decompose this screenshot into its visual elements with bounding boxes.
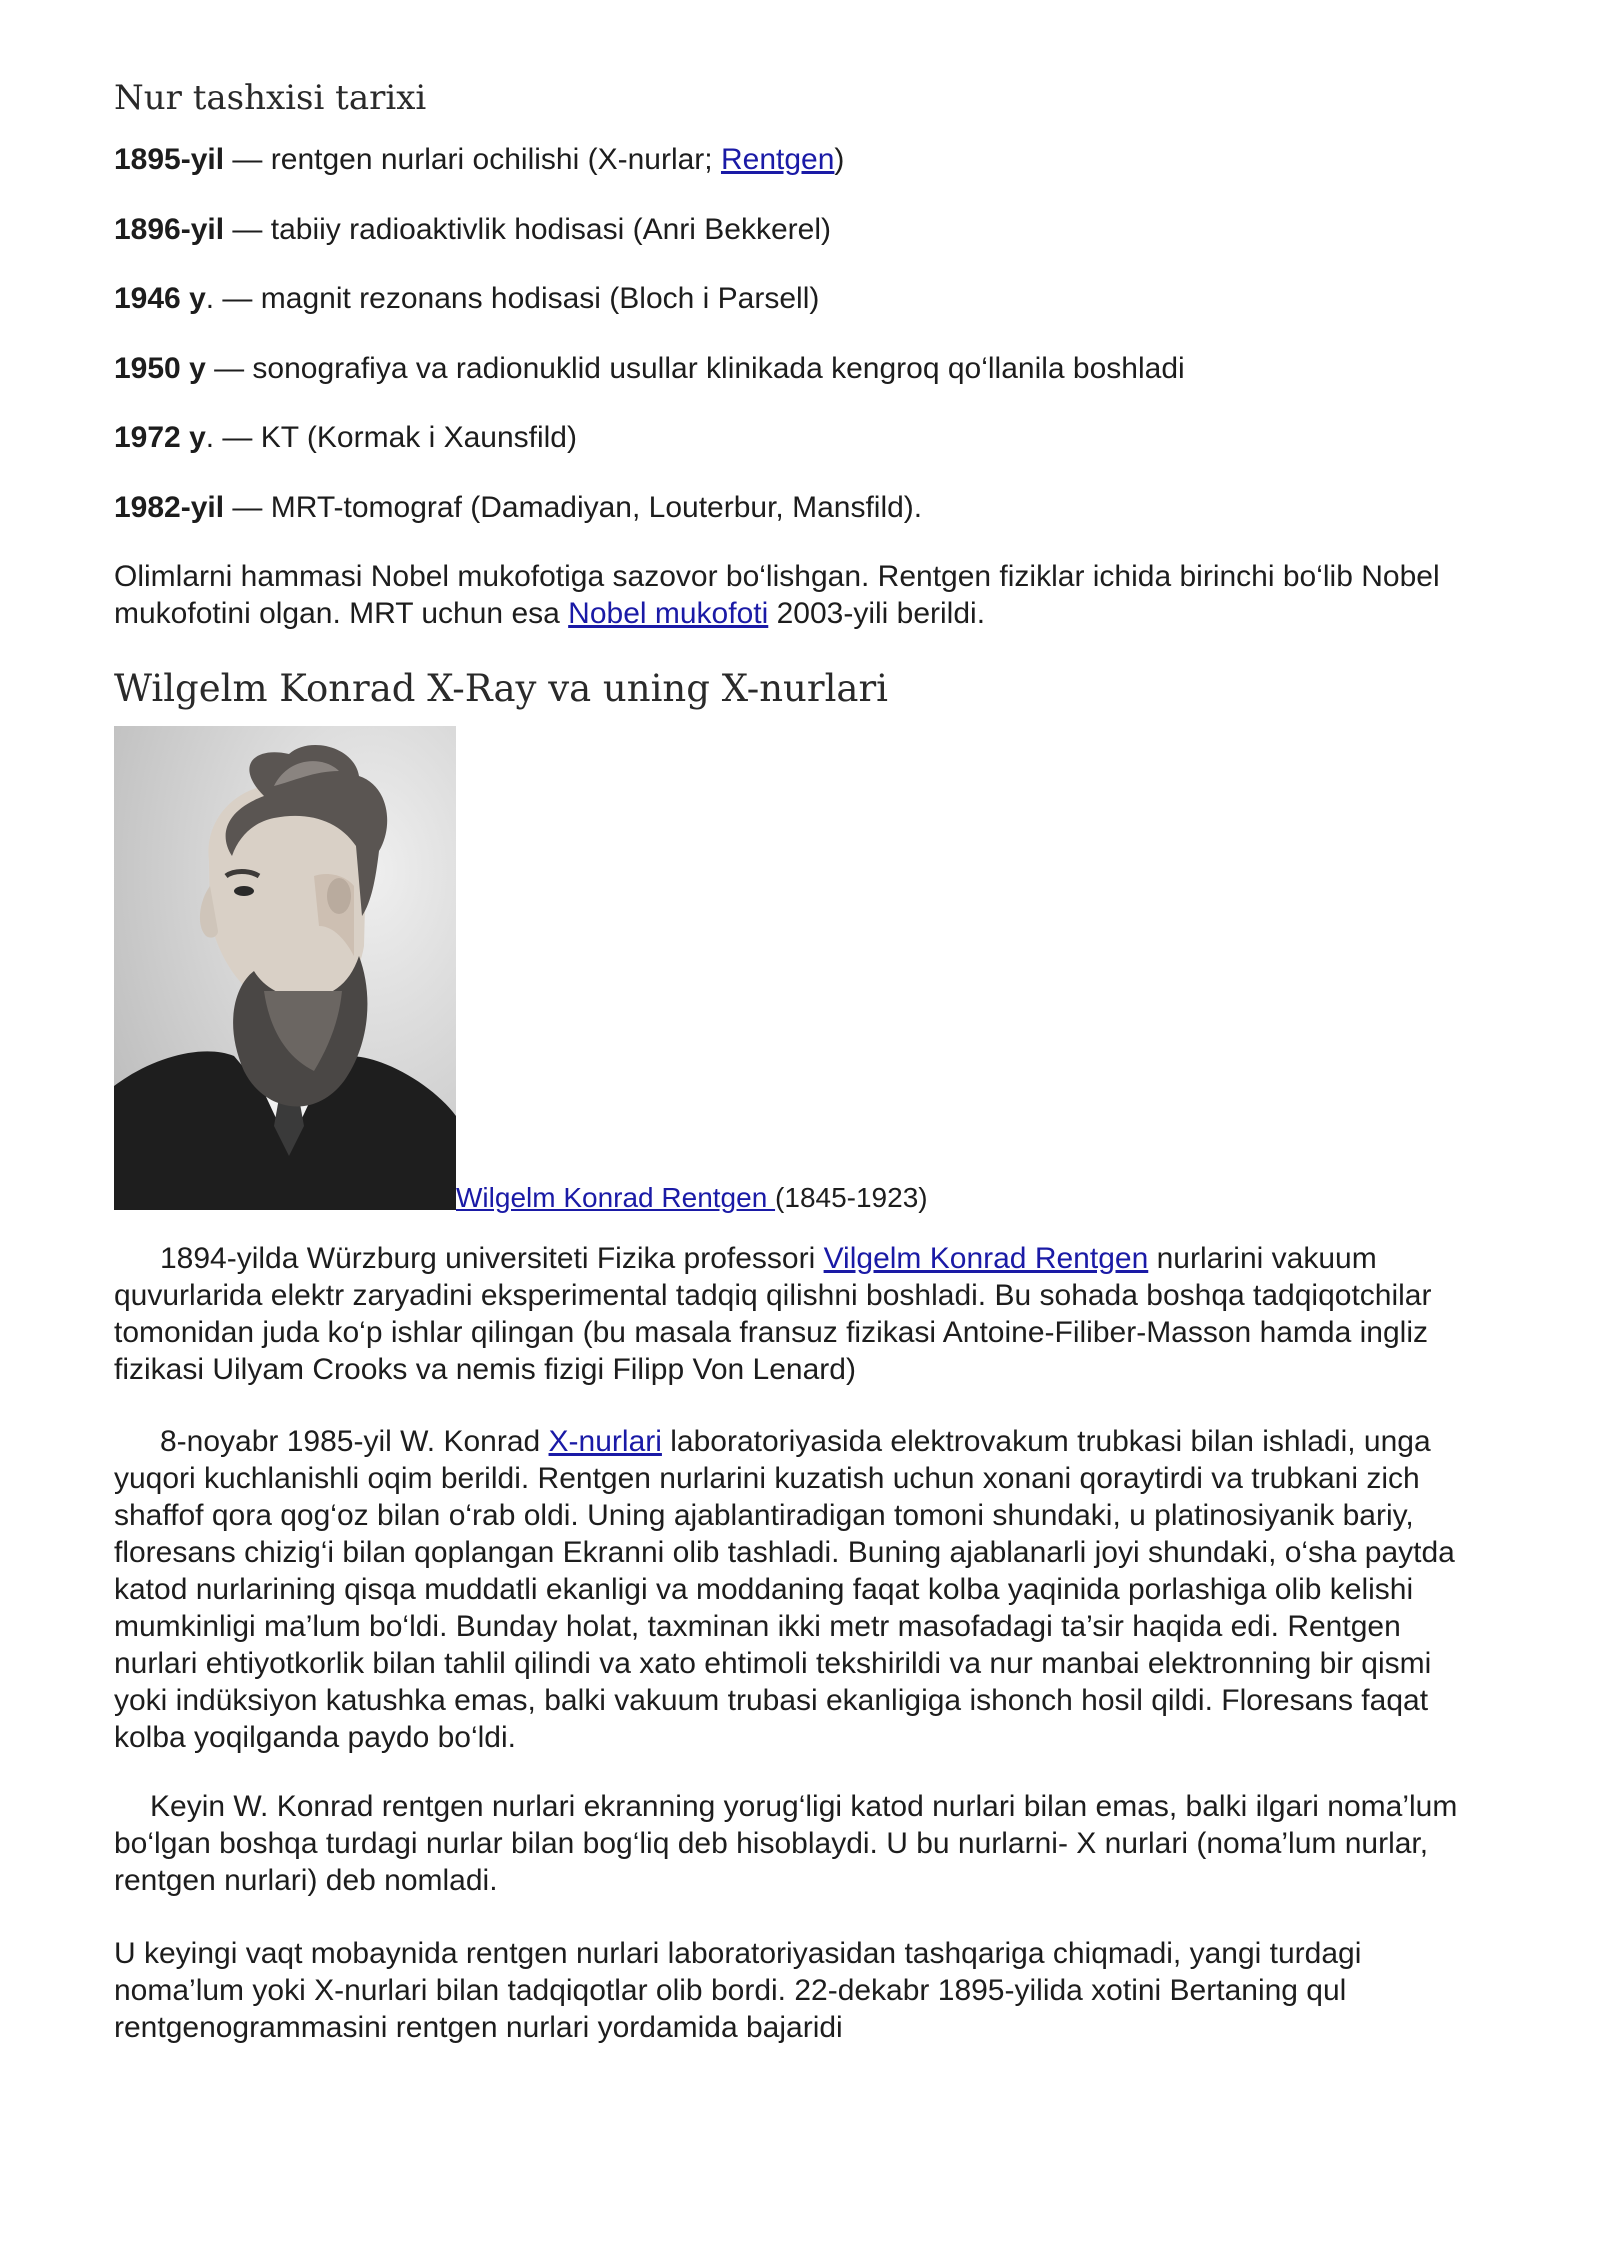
portrait-illustration	[114, 726, 456, 1210]
x-nurlari-link[interactable]: X-nurlari	[548, 1425, 662, 1458]
timeline-year: 1972 y	[114, 421, 206, 454]
body-paragraph-2	[114, 1423, 1486, 1756]
section-heading-xray: Wilgelm Konrad X-Ray va uning X-nurlari	[114, 667, 888, 710]
timeline-year: 1895-yil	[114, 143, 225, 176]
body-paragraph-4: U keyingi vaqt mobaynida rentgen nurlari laboratoriyasidan tashqariga chiqmadi, yangi turdagi noma’lum yoki X-nurlari bilan tadqiqotlar olib bordi. 22-dekabr 1895-yilida xotini Bertaning qul rentgenogrammasini rentgen nurlari yordamida bajaridi	[114, 1937, 1362, 2044]
nobel-text-after: 2003-yili berildi.	[768, 597, 986, 630]
timeline-text: . — magnit rezonans hodisasi (Bloch i Parsell)	[205, 282, 820, 315]
timeline-item	[114, 349, 1486, 389]
timeline-item	[114, 418, 1486, 458]
vilgelm-konrad-rentgen-link[interactable]: Vilgelm Konrad Rentgen	[823, 1242, 1149, 1275]
body-paragraph-1	[114, 1240, 1486, 1388]
timeline-text-after: )	[834, 143, 845, 176]
timeline-text: — MRT-tomograf (Damadiyan, Louterbur, Mansfild).	[224, 490, 923, 524]
nobel-text: Olimlarni hammasi Nobel mukofotiga sazovor bo‘lishgan. Rentgen fiziklar ichida birinchi bo‘lib Nobel mukofotini olgan. MRT uchun esa	[114, 560, 1440, 630]
timeline-item	[114, 279, 1486, 319]
nobel-prize-link[interactable]: Nobel mukofoti	[568, 597, 769, 630]
timeline-year: 1982-yil	[114, 490, 225, 524]
roentgen-portrait-image	[114, 726, 456, 1210]
timeline-year: 1896-yil	[114, 212, 225, 246]
paragraph-text-after: nurlarini vakuum quvurlarida elektr zaryadini eksperimental tadqiq qilishni boshladi. Bu sohada boshqa tadqiqotchilar tomonidan juda ko‘p ishlar qilingan (bu masala fransuz fizikasi Antoine-Filiber-Masson hamda ingliz fizikasi Uilyam Crooks va nemis fizigi Filipp Von Lenard)	[114, 1242, 1432, 1386]
timeline-item	[114, 210, 1486, 250]
paragraph-text: 1894-yilda Würzburg universiteti Fizika professori	[160, 1242, 824, 1275]
paragraph-text-after: laboratoriyasida elektrovakum trubkasi bilan ishladi, unga yuqori kuchlanishli oqim berildi. Rentgen nurlarini kuzatish uchun xonani qoraytirdi va trubkani zich shaffof qora qog‘oz bilan o‘rab oldi. Uning ajablantiradigan tomoni shundaki, u platinosiyanik bariy, floresans chizig‘i bilan qoplangan Ekranni olib tashladi. Buning ajablanarli joyi shundaki, o‘sha paytda katod nurlarining qisqa muddatli ekanligi va moddaning faqat kolba yaqinida porlashiga olib kelishi mumkinligi ma’lum bo‘ldi. Bunday holat, taxminan ikki metr masofadagi ta’sir haqida edi. Rentgen nurlari ehtiyotkorlik bilan tahlil qilindi va xato ehtimoli tekshirildi va nur manbai elektronning bir qismi yoki indüksiyon katushka emas, balki vakuum trubasi ekanligiga ishonch hosil qildi. Floresans faqat kolba yoqilganda paydo bo‘ldi.	[114, 1425, 1455, 1754]
timeline-list	[114, 140, 1486, 557]
timeline-text: . — KT (Kormak i Xaunsfild)	[205, 421, 577, 454]
rentgen-link[interactable]: Rentgen	[720, 143, 835, 176]
timeline-text: — rentgen nurlari ochilishi (X-nurlar;	[224, 143, 721, 176]
paragraph-text: 8-noyabr 1985-yil W. Konrad	[160, 1425, 549, 1458]
nobel-paragraph	[114, 558, 1486, 632]
timeline-year: 1946 y	[114, 282, 206, 315]
timeline-year: 1950 y	[114, 351, 206, 385]
section-heading-history: Nur tashxisi tarixi	[114, 78, 427, 118]
roentgen-name-link[interactable]: Wilgelm Konrad Rentgen	[456, 1182, 776, 1213]
timeline-item	[114, 140, 1486, 180]
timeline-item	[114, 488, 1486, 528]
paragraph-text: Keyin W. Konrad rentgen nurlari ekranning yorug‘ligi katod nurlari bilan emas, balki ilgari noma’lum bo‘lgan boshqa turdagi nurlar bilan bog‘liq deb hisoblaydi. U bu nurlarni- X nurlari (noma’lum nurlar, rentgen nurlari) deb nomladi.	[114, 1790, 1458, 1897]
caption-years: (1845-1923)	[775, 1182, 928, 1213]
timeline-text: — tabiiy radioaktivlik hodisasi (Anri Bekkerel)	[224, 212, 831, 246]
portrait-caption	[456, 1180, 928, 1216]
body-paragraph-3	[114, 1788, 1486, 1899]
timeline-text: — sonografiya va radionuklid usullar klinikada kengroq qo‘llanila boshladi	[205, 351, 1185, 385]
